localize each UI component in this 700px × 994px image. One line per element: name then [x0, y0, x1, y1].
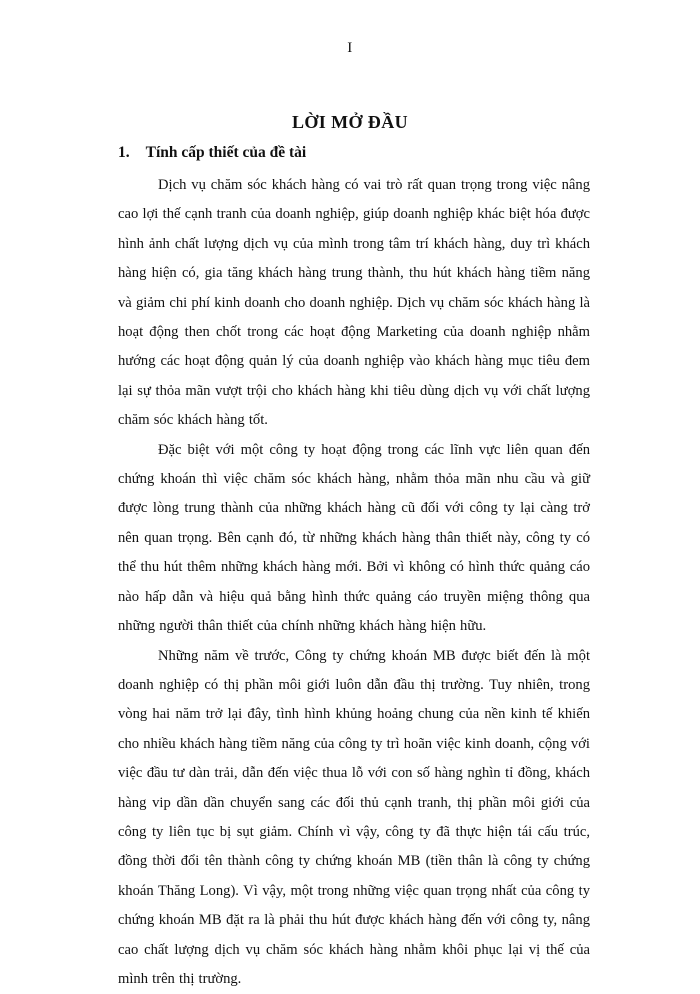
paragraph-2: Đặc biệt với một công ty hoạt động trong các lĩnh vực liên quan đến chứng khoán thì việc chăm sóc khách hàng, nhằm thỏa mãn nhu cầu và giữ được lòng trung thành của những khách hàng cũ đối với công ty lại càng trở nên quan trọng. Bên cạnh đó, từ những khách hàng thân thiết này, công ty có thể thu hút thêm những khách hàng mới. Bởi vì không có hình thức quảng cáo nào hấp dẫn và hiệu quả bằng hình thức quảng cáo truyền miệng thông qua những người thân thiết của chính những khách hàng hiện hữu.: [118, 436, 590, 642]
paragraph-1: Dịch vụ chăm sóc khách hàng có vai trò rất quan trọng trong việc nâng cao lợi thế cạnh tranh của doanh nghiệp, giúp doanh nghiệp khác biệt hóa được hình ảnh chất lượng dịch vụ của mình trong tâm trí khách hàng, duy trì khách hàng hiện có, gia tăng khách hàng trung thành, thu hút khách hàng tiềm năng và giảm chi phí kinh doanh cho doanh nghiệp. Dịch vụ chăm sóc khách hàng là hoạt động then chốt trong các hoạt động Marketing của doanh nghiệp nhằm hướng các hoạt động quản lý của doanh nghiệp vào khách hàng mục tiêu đem lại sự thỏa mãn vượt trội cho khách hàng khi tiêu dùng dịch vụ với chất lượng chăm sóc khách hàng tốt.: [118, 171, 590, 436]
body-text: [118, 171, 590, 994]
page-number: I: [0, 40, 700, 57]
chapter-title: LỜI MỞ ĐẦU: [0, 112, 700, 133]
section-title: Tính cấp thiết của đề tài: [146, 144, 307, 161]
section-heading: [118, 144, 306, 162]
paragraph-3: Những năm về trước, Công ty chứng khoán MB được biết đến là một doanh nghiệp có thị phần môi giới luôn dẫn đầu thị trường. Tuy nhiên, trong vòng hai năm trở lại đây, tình hình khủng hoảng chung của nền kinh tế khiến cho nhiều khách hàng tiềm năng của công ty trì hoãn việc kinh doanh, cộng với việc đầu tư dàn trải, dẫn đến việc thua lỗ với con số hàng nghìn tỉ đồng, khách hàng vip dần dần chuyển sang các đối thủ cạnh tranh, thị phần môi giới của công ty liên tục bị sụt giảm. Chính vì vậy, công ty đã thực hiện tái cấu trúc, đồng thời đổi tên thành công ty chứng khoán MB (tiền thân là công ty chứng khoán Thăng Long). Vì vậy, một trong những việc quan trọng nhất của công ty chứng khoán MB đặt ra là phải thu hút được khách hàng đến với công ty, nâng cao chất lượng dịch vụ chăm sóc khách hàng nhằm khôi phục lại vị thế của mình trên thị trường.: [118, 642, 590, 994]
section-number: 1.: [118, 144, 142, 162]
